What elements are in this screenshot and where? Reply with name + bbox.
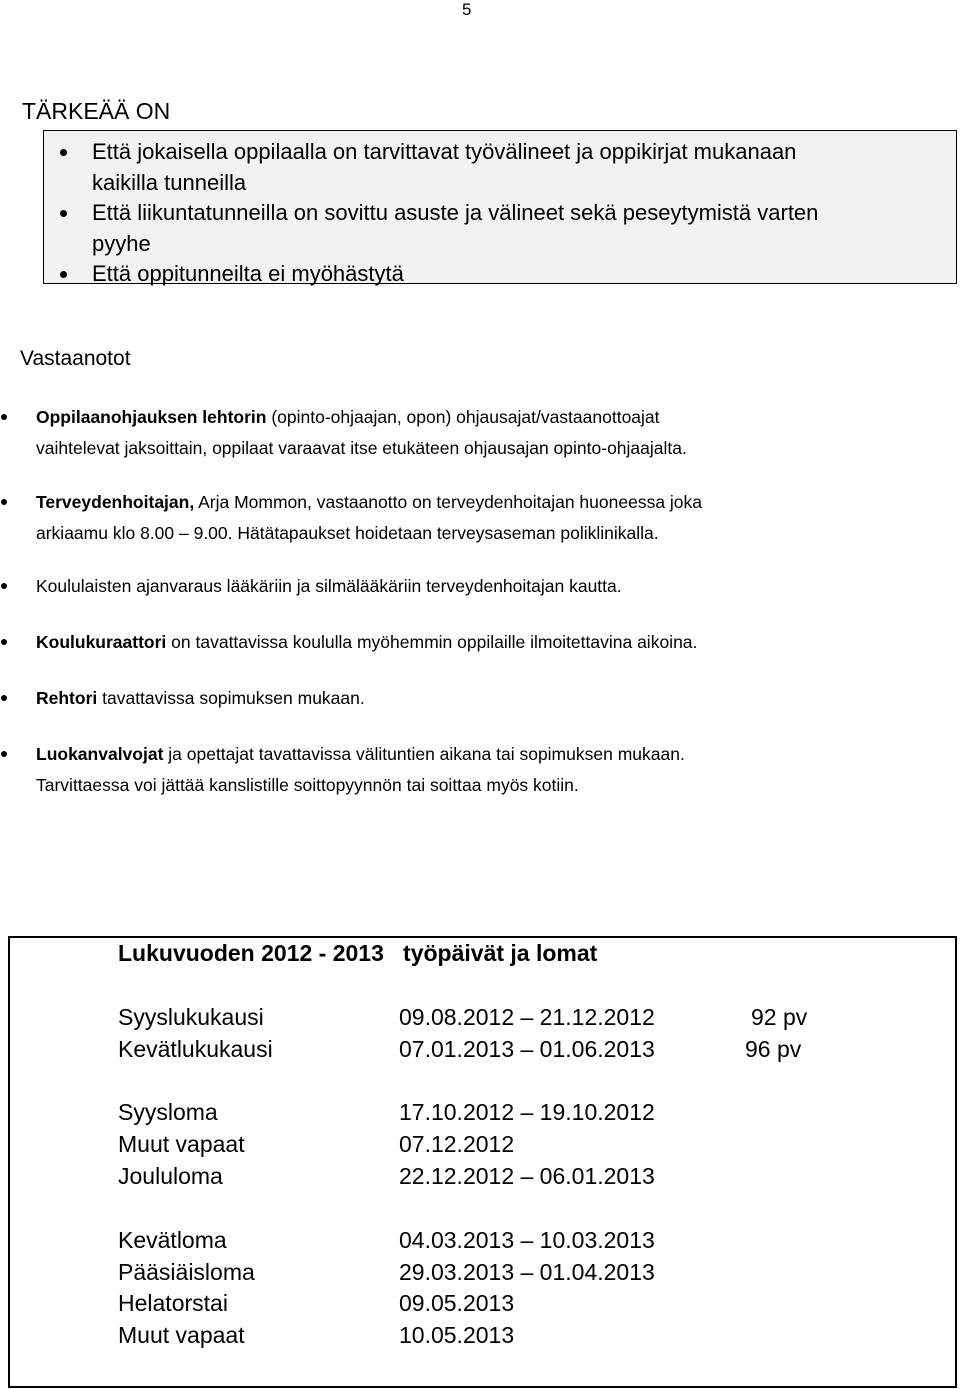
bullet-icon <box>60 149 67 156</box>
list-item: Että oppitunneilta ei myöhästytä <box>44 259 952 290</box>
reception-heading: Vastaanotot <box>20 347 131 370</box>
list-item: Että jokaisella oppilaalla on tarvittavat työvälineet ja oppikirjat mukanaan kaikilla tunneilla <box>44 137 952 198</box>
bullet-icon <box>60 271 67 278</box>
list-item: Luokanvalvojat ja opettajat tavattavissa välituntien aikana tai sopimuksen mukaan. Tarvittaessa voi jättää kanslistille soittopyynnön tai soittaa myös kotiin. <box>36 739 946 800</box>
list-item: Rehtori tavattavissa sopimuksen mukaan. <box>36 683 946 714</box>
list-item: Koulukuraattori on tavattavissa koululla myöhemmin oppilaille ilmoitettavina aikoina. <box>36 627 946 658</box>
list-item: Oppilaanohjauksen lehtorin (opinto-ohjaajan, opon) ohjausajat/vastaanottoajat vaihtelevat jaksoittain, oppilaat varaavat itse etukäteen ohjausajan opinto-ohjaajalta. <box>36 402 946 463</box>
list-item: Koululaisten ajanvaraus lääkäriin ja silmälääkäriin terveydenhoitajan kautta. <box>36 571 946 602</box>
bullet-icon <box>1 751 7 757</box>
important-list <box>44 137 952 290</box>
important-heading: TÄRKEÄÄ ON <box>22 98 171 124</box>
bullet-icon <box>60 210 67 217</box>
list-item: Että liikuntatunneilla on sovittu asuste ja välineet sekä peseytymistä varten pyyhe <box>44 198 952 259</box>
calendar-title: Lukuvuoden 2012 - 2013 työpäivät ja lomat <box>118 940 598 966</box>
bullet-icon <box>1 695 7 701</box>
important-box <box>43 130 957 284</box>
bullet-icon <box>1 583 7 589</box>
bullet-icon <box>1 499 7 505</box>
list-item: Terveydenhoitajan, Arja Mommon, vastaanotto on terveydenhoitajan huoneessa joka arkiaamu klo 8.00 – 9.00. Hätätapaukset hoidetaan terveysaseman poliklinikalla. <box>36 487 946 548</box>
bullet-icon <box>1 639 7 645</box>
bullet-icon <box>1 414 7 420</box>
page-number: 5 <box>462 0 472 19</box>
